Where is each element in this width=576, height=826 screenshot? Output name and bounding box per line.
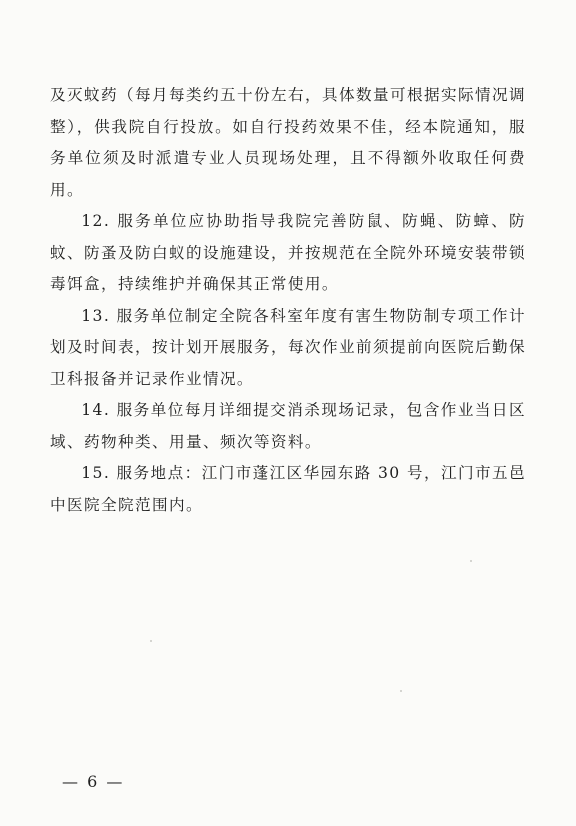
paragraph-item-12: 12. 服务单位应协助指导我院完善防鼠、防蝇、防蟑、防蚊、防蚤及防白蚁的设施建设，并按规范在全院外环境安装带锁毒饵盒，持续维护并确保其正常使用。 <box>50 212 526 293</box>
paragraph-continued: 及灭蚊药（每月每类约五十份左右，具体数量可根据实际情况调整），供我院自行投放。如自行投药效果不佳，经本院通知，服务单位须及时派遣专业人员现场处理，且不得额外收取任何费用。 <box>50 86 526 199</box>
page-number: — 6 — <box>62 772 125 791</box>
scan-speck <box>150 640 152 642</box>
paragraph-item-14: 14. 服务单位每月详细提交消杀现场记录，包含作业当日区域、药物种类、用量、频次等资料。 <box>50 401 526 451</box>
scan-speck <box>470 560 472 562</box>
paragraph-item-15: 15. 服务地点：江门市蓬江区华园东路 30 号，江门市五邑中医院全院范围内。 <box>50 464 526 514</box>
scan-speck <box>400 690 402 692</box>
paragraph-item-13: 13. 服务单位制定全院各科室年度有害生物防制专项工作计划及时间表，按计划开展服务，每次作业前须提前向医院后勤保卫科报备并记录作业情况。 <box>50 306 526 388</box>
document-body <box>50 80 526 521</box>
